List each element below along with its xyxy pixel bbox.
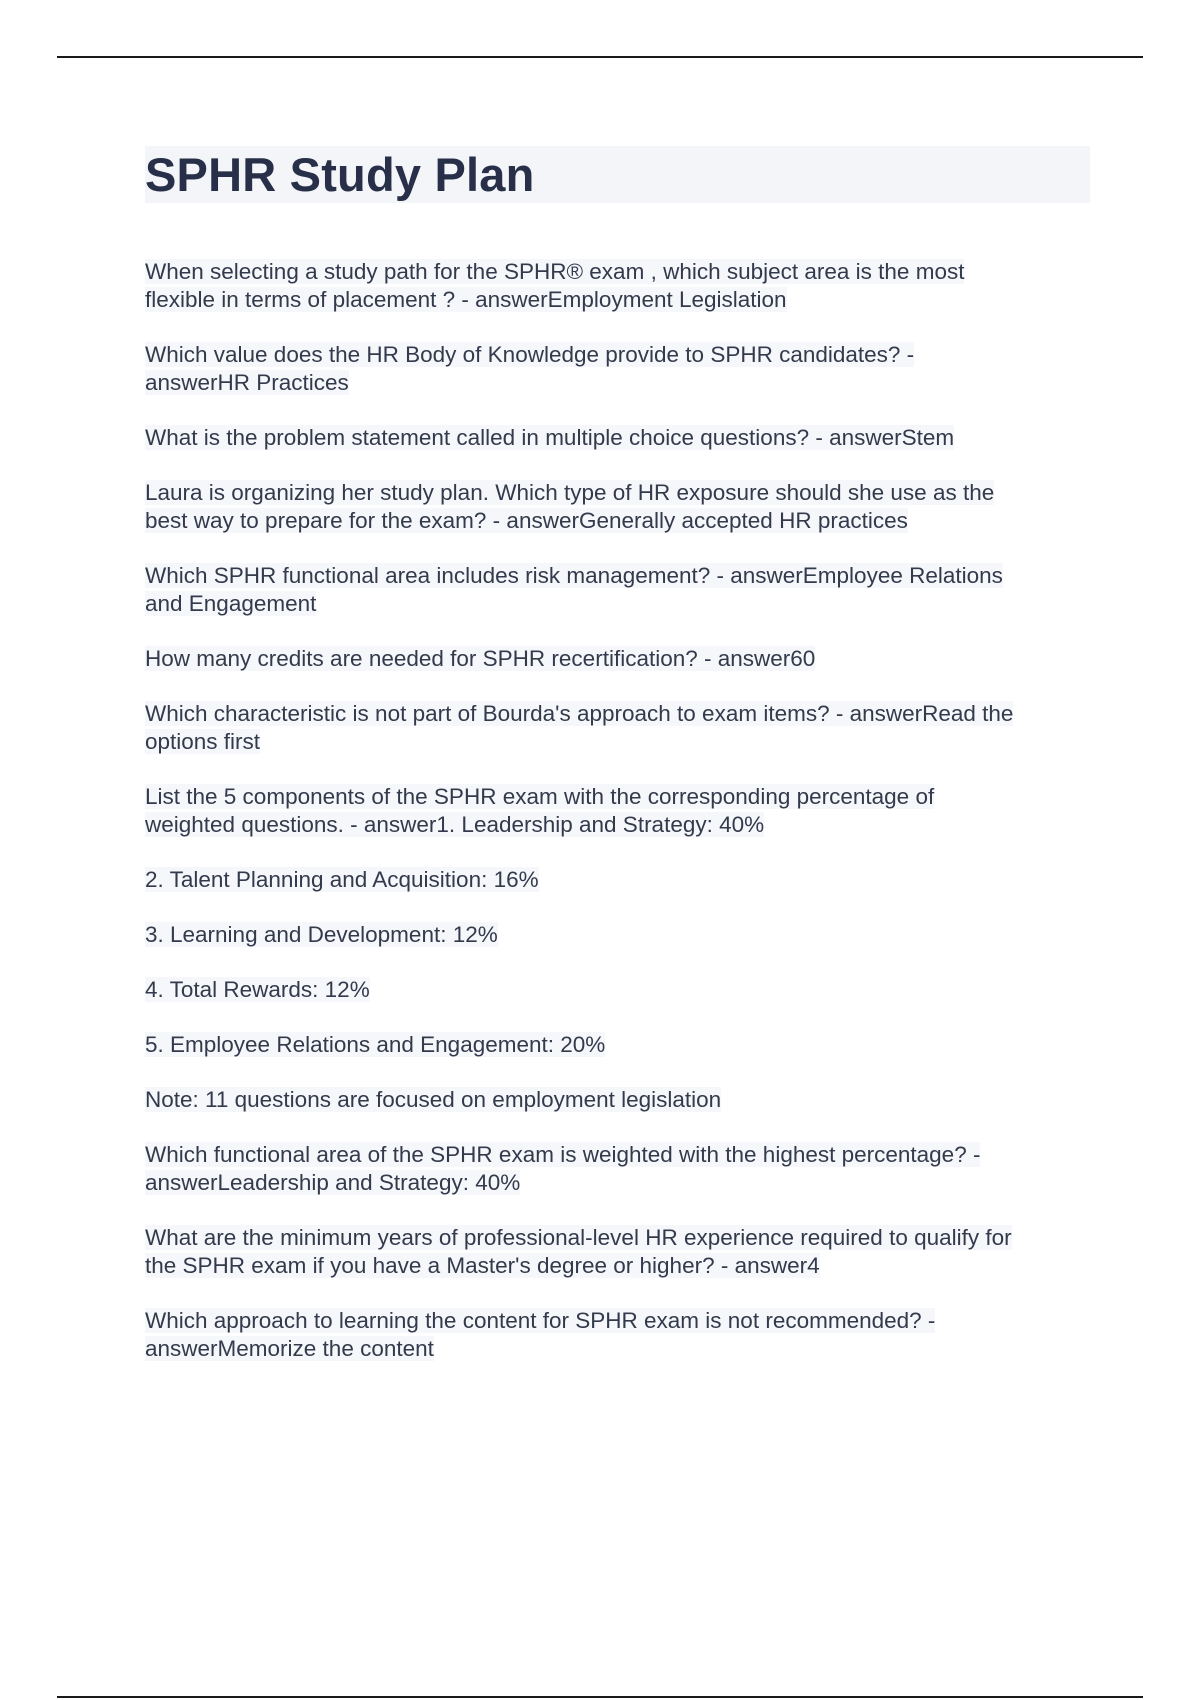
qa-entry-text: 3. Learning and Development: 12% xyxy=(145,922,498,947)
qa-entry xyxy=(145,1141,1090,1197)
qa-entry-text: 2. Talent Planning and Acquisition: 16% xyxy=(145,867,539,892)
qa-list xyxy=(145,258,1090,1363)
qa-entry xyxy=(145,479,1090,535)
qa-entry-text: What are the minimum years of professional-level HR experience required to qualify for the SPHR exam if you have a Master's degree or higher? - answer4 xyxy=(145,1225,1012,1278)
qa-entry-text: Which approach to learning the content for SPHR exam is not recommended? - answerMemorize the content xyxy=(145,1308,936,1361)
qa-entry-text: Which SPHR functional area includes risk management? - answerEmployee Relations and Engagement xyxy=(145,563,1003,616)
qa-entry xyxy=(145,1224,1090,1280)
qa-entry xyxy=(145,341,1090,397)
document-body xyxy=(145,146,1090,1390)
bottom-divider xyxy=(57,1696,1143,1698)
title-band xyxy=(145,146,1090,203)
qa-entry xyxy=(145,1307,1090,1363)
qa-entry xyxy=(145,424,1090,452)
top-divider xyxy=(57,56,1143,58)
qa-entry-text: How many credits are needed for SPHR recertification? - answer60 xyxy=(145,646,816,671)
qa-entry-text: List the 5 components of the SPHR exam with the corresponding percentage of weighted questions. - answer1. Leadership and Strategy: 40% xyxy=(145,784,935,837)
qa-entry xyxy=(145,1031,1090,1059)
qa-entry xyxy=(145,976,1090,1004)
qa-entry-text: Which characteristic is not part of Bourda's approach to exam items? - answerRead the options first xyxy=(145,701,1014,754)
qa-entry xyxy=(145,783,1090,839)
qa-entry-text: When selecting a study path for the SPHR® exam , which subject area is the most flexible in terms of placement ? - answerEmployment Legislation xyxy=(145,259,965,312)
qa-entry-text: Note: 11 questions are focused on employment legislation xyxy=(145,1087,722,1112)
qa-entry-text: What is the problem statement called in multiple choice questions? - answerStem xyxy=(145,425,955,450)
qa-entry-text: Laura is organizing her study plan. Which type of HR exposure should she use as the best way to prepare for the exam? - answerGenerally accepted HR practices xyxy=(145,480,995,533)
qa-entry xyxy=(145,921,1090,949)
qa-entry xyxy=(145,562,1090,618)
page-title: SPHR Study Plan xyxy=(145,148,535,201)
qa-entry-text: 5. Employee Relations and Engagement: 20% xyxy=(145,1032,606,1057)
qa-entry xyxy=(145,1086,1090,1114)
qa-entry-text: Which value does the HR Body of Knowledge provide to SPHR candidates? - answerHR Practices xyxy=(145,342,915,395)
qa-entry-text: 4. Total Rewards: 12% xyxy=(145,977,370,1002)
qa-entry-text: Which functional area of the SPHR exam is weighted with the highest percentage? - answerLeadership and Strategy: 40% xyxy=(145,1142,981,1195)
qa-entry xyxy=(145,866,1090,894)
qa-entry xyxy=(145,258,1090,314)
qa-entry xyxy=(145,645,1090,673)
qa-entry xyxy=(145,700,1090,756)
